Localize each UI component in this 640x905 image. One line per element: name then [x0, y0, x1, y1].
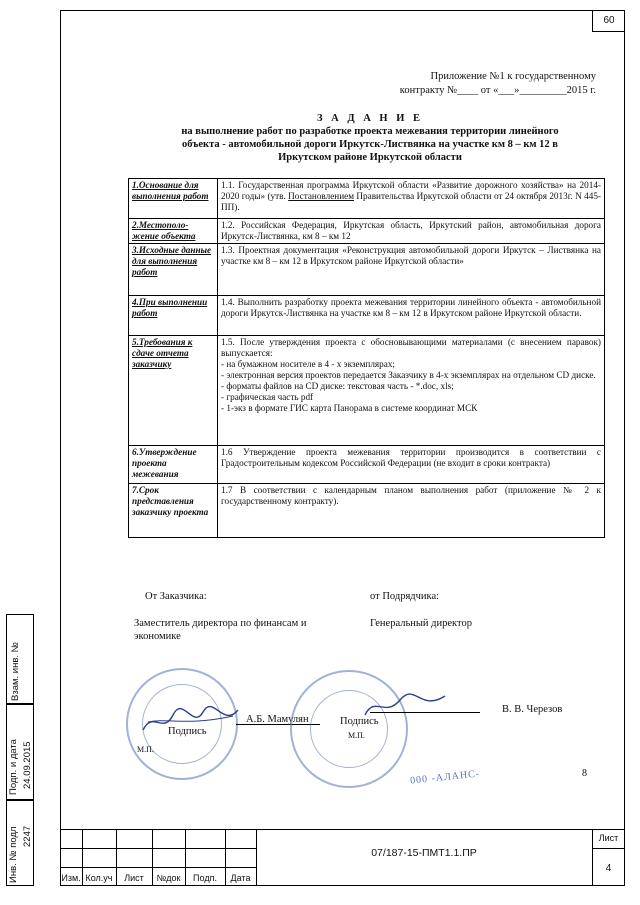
podp-date-value: 24.09.2015: [22, 741, 33, 789]
row-value: 1.6 Утверждение проекта межевания территории производится в соответствии с Градостроительным кодексом Российской Федерации (не входит в сроки контракта): [218, 446, 605, 484]
subtitle-line: на выполнение работ по разработке проекта межевания территории линейного: [181, 126, 559, 137]
requirement-line: - графическая часть pdf: [221, 392, 314, 402]
appendix-line-1: Приложение №1 к государственному: [430, 71, 596, 82]
row-key: 2.Местополо-жение объекта: [129, 219, 218, 244]
inv-podl-column: [6, 800, 34, 886]
table-row: [129, 484, 605, 538]
customer-sign-label: Подпись: [168, 726, 207, 737]
podp-data-label: Подп. и дата: [8, 739, 19, 795]
row-key: 7.Срок представления заказчику проекта: [129, 484, 218, 538]
requirement-line: - форматы файлов на CD диске: текстовая часть - *.doc, xls;: [221, 381, 454, 391]
contractor-mp: М.П.: [348, 731, 365, 740]
subtitle-line: объекта - автомобильной дороги Иркутск-Листвянка на участке км 8 – км 12 в: [182, 139, 558, 150]
row-value: 1.4. Выполнить разработку проекта межевания территории линейного объекта - автомобильной дороги Иркутск-Листвянка на участке км 8 – км 12 в Иркутском районе Иркутской области.: [218, 296, 605, 336]
customer-position: Заместитель директора по финансам и экономике: [134, 618, 307, 642]
page-mark: 8: [582, 768, 587, 779]
row-value: 1.1. Государственная программа Иркутской области «Развитие дорожного хозяйства» на 2014-2020 годы» (утв. Постановлением Правительства Иркутской области от 24 октября 2013г. N 445-ПП).: [218, 179, 605, 219]
contractor-position: Генеральный директор: [370, 618, 472, 629]
document-title: З А Д А Н И Е: [316, 113, 424, 124]
page-number: 60: [592, 10, 625, 32]
row-value: [218, 336, 605, 446]
row-key: 3.Исходные данные для выполнения работ: [129, 244, 218, 296]
row-key: 4.При выполнении работ: [129, 296, 218, 336]
vzam-inv-label: Взам. инв. №: [10, 642, 21, 701]
col-izm: Изм.: [61, 873, 81, 883]
customer-heading: От Заказчика:: [145, 591, 207, 602]
contractor-stamp: [290, 670, 408, 788]
contractor-name: В. В. Черезов: [502, 704, 563, 715]
document-subtitle: [150, 125, 590, 164]
customer-mp: М.П.: [137, 745, 154, 754]
col-koluch: Кол.уч: [85, 873, 113, 883]
podp-data-column: [6, 704, 34, 800]
row-key: 1.Основание для выполнения работ: [129, 179, 218, 219]
requirement-line: - 1-экз в формате ГИС карта Панорама в системе координат МСК: [221, 403, 478, 413]
customer-name: А.Б. Мамулян: [246, 714, 309, 725]
col-ndok: №док: [156, 873, 181, 883]
requirement-line: - электронная версия проектов передается Заказчику в 4-х экземплярах на отдельном CD диске.: [221, 370, 596, 380]
row-value: 1.2. Российская Федерация, Иркутская область, Иркутский район, автомобильная дорога Иркутск-Листвянка, км 8 – км 12: [218, 219, 605, 244]
row-key: 5.Требования к сдаче отчета заказчику: [129, 336, 218, 446]
stamp-text: 000 -АЛАНС-: [409, 768, 481, 787]
task-table: [128, 178, 605, 538]
requirement-line: 1.5. После утверждения проекта с обосновывающими материалами (с внесением паравок) выпускается:: [221, 337, 601, 358]
sheet-number: 4: [605, 863, 612, 874]
col-list: Лист: [124, 873, 144, 883]
vzam-inv-column: [6, 614, 34, 704]
row-value: 1.3. Проектная документация «Реконструкция автомобильной дороги Иркутск – Листвянка на участке км 8 – км 12 в Иркутском районе Иркутской области»: [218, 244, 605, 296]
col-data: Дата: [230, 873, 251, 883]
requirement-line: - на бумажном носителе в 4 - х экземплярах;: [221, 359, 395, 369]
sheet-label: Лист: [598, 833, 619, 843]
subtitle-line: Иркутском районе Иркутской области: [278, 152, 462, 163]
col-podp: Подп.: [193, 873, 217, 883]
table-row: [129, 179, 605, 219]
title-block: [60, 829, 625, 886]
row-key: 6.Утверждение проекта межевания: [129, 446, 218, 484]
appendix-header: [330, 70, 596, 98]
table-row: [129, 446, 605, 484]
row-value: 1.7 В соответствии с календарным планом выполнения работ (приложение № 2 к государственному контракту).: [218, 484, 605, 538]
inv-number-value: 2247: [22, 825, 33, 847]
table-row: [129, 336, 605, 446]
inv-podl-label: Инв. № подл: [8, 826, 19, 883]
table-row: [129, 296, 605, 336]
table-row: [129, 244, 605, 296]
appendix-line-2: контракту №____ от «___»_________2015 г.: [399, 85, 596, 96]
contractor-heading: от Подрядчика:: [370, 591, 440, 602]
doc-code: 07/187-15-ПМТ1.1.ПР: [371, 847, 477, 859]
link-postanovleniem[interactable]: Постановлением: [288, 191, 355, 201]
table-row: [129, 219, 605, 244]
contractor-sign-label: Подпись: [340, 716, 379, 727]
